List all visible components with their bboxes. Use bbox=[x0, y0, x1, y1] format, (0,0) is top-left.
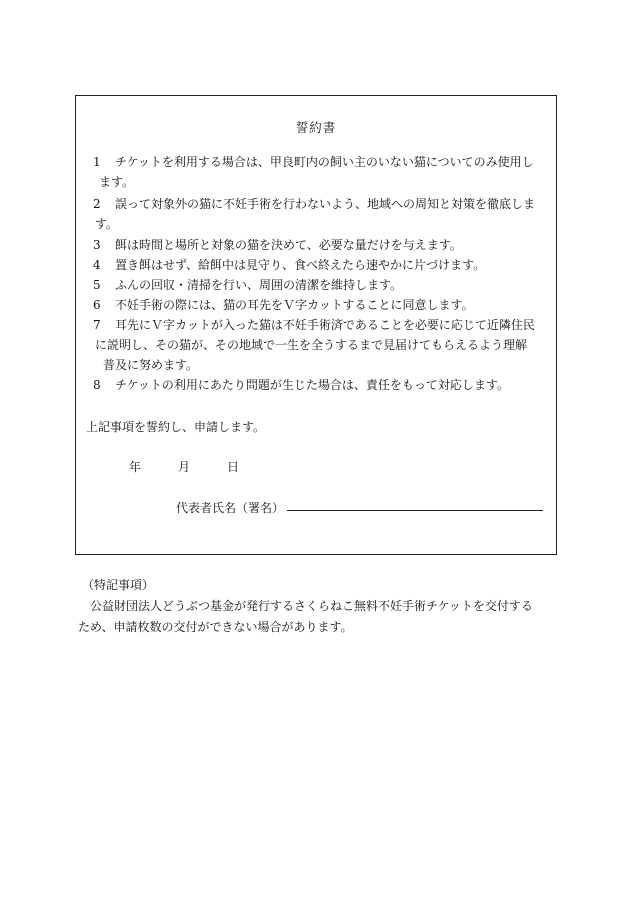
pledge-item-8 bbox=[93, 375, 553, 395]
item-text: ふんの回収・清掃を行い、周囲の清潔を維持します。 bbox=[115, 278, 403, 292]
date-day-label: 日 bbox=[227, 460, 240, 474]
pledge-item-6 bbox=[93, 295, 553, 315]
item-number: 1 bbox=[93, 155, 101, 169]
pledge-item-7 bbox=[93, 315, 553, 375]
pledge-item-5 bbox=[93, 275, 553, 295]
item-text: 不妊手術の際には、猫の耳先をＶ字カットすることに同意します。 bbox=[115, 298, 474, 312]
item-text-cont: ます。 bbox=[99, 175, 135, 189]
item-text-cont: す。 bbox=[95, 217, 119, 231]
item-text: 餌は時間と場所と対象の猫を決めて、必要な量だけを与えます。 bbox=[115, 238, 462, 252]
item-number: 4 bbox=[93, 258, 101, 272]
document-title: 誓約書 bbox=[295, 120, 337, 135]
notes-heading: （特記事項） bbox=[82, 578, 155, 592]
item-number: 8 bbox=[93, 378, 101, 392]
notes-line: 公益財団法人どうぶつ基金が発行するさくらねこ無料不妊手術チケットを交付する bbox=[90, 599, 533, 613]
signature-label: 代表者氏名（署名） bbox=[176, 501, 285, 515]
item-text: チケットの利用にあたり問題が生じた場合は、責任をもって対応します。 bbox=[115, 378, 509, 392]
closing-statement: 上記事項を誓約し、申請します。 bbox=[86, 420, 266, 434]
item-number: 2 bbox=[93, 197, 101, 211]
item-number: 7 bbox=[93, 318, 101, 332]
pledge-item-2 bbox=[93, 194, 553, 234]
pledge-item-1 bbox=[93, 152, 553, 192]
item-text: 誤って対象外の猫に不妊手術を行わないよう、地域への周知と対策を徹底しま bbox=[115, 197, 536, 211]
item-number: 6 bbox=[93, 298, 101, 312]
item-text: チケットを利用する場合は、甲良町内の飼い主のいない猫についてのみ使用し bbox=[115, 155, 534, 169]
item-text-cont: に説明し、その猫が、その地域で一生を全うするまで見届けてもらえるよう理解 bbox=[95, 338, 528, 352]
item-text: 置き餌はせず、給餌中は見守り、食べ終えたら速やかに片づけます。 bbox=[115, 258, 486, 272]
item-number: 5 bbox=[93, 278, 101, 292]
pledge-item-3 bbox=[93, 235, 553, 255]
notes-body bbox=[78, 596, 558, 638]
notes-line: ため、申請枚数の交付ができない場合があります。 bbox=[78, 620, 353, 634]
date-month-label: 月 bbox=[178, 460, 191, 474]
signature-line[interactable] bbox=[287, 510, 543, 511]
pledge-box bbox=[75, 95, 557, 555]
item-number: 3 bbox=[93, 238, 101, 252]
date-year-label: 年 bbox=[129, 460, 142, 474]
pledge-item-4 bbox=[93, 255, 553, 275]
item-text: 耳先にＶ字カットが入った猫は不妊手術済であることを必要に応じて近隣住民 bbox=[115, 318, 535, 332]
item-text-cont: 普及に努めます。 bbox=[103, 358, 199, 372]
